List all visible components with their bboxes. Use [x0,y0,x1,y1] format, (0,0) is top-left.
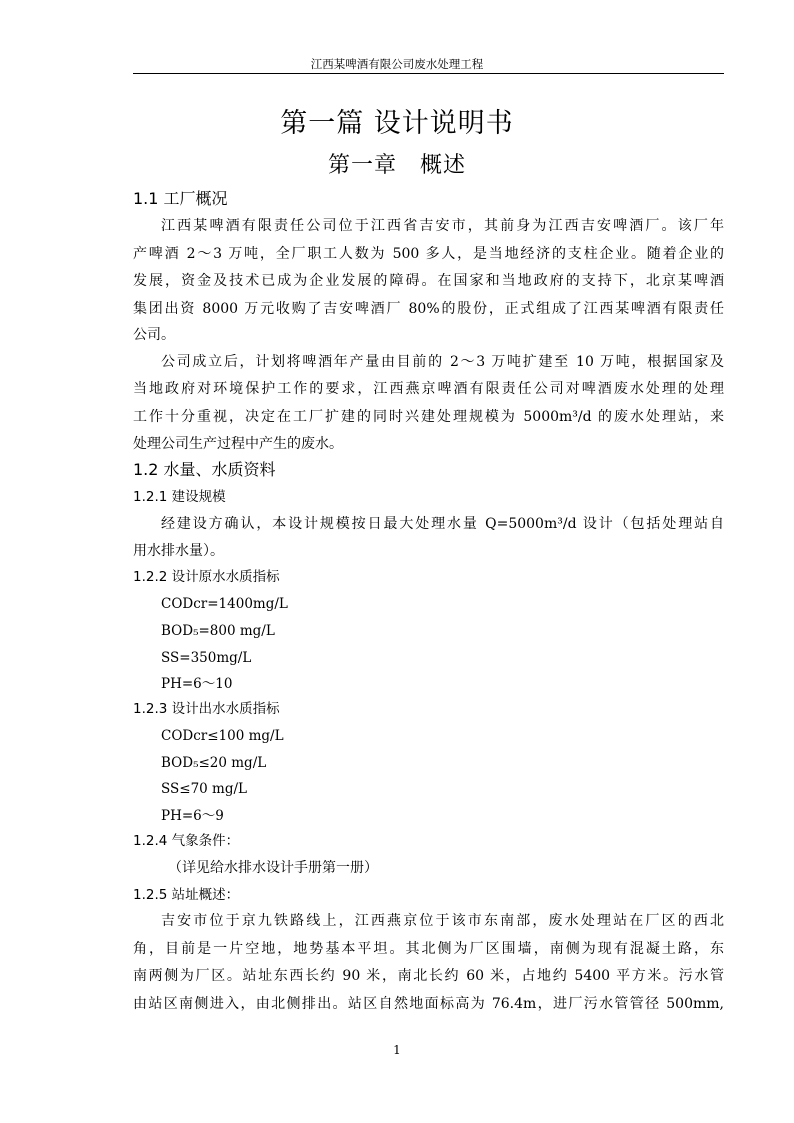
paragraph-line: 产啤酒 2～3 万吨，全厂职工人数为 500 多人，是当地经济的支柱企业。随着企业的 [133,246,724,262]
paragraph-line: 由站区南侧进入，由北侧排出。站区自然地面标高为 76.4m，进厂污水管管径 500mm, [133,996,724,1012]
part-title: 第一篇 设计说明书 [280,108,514,139]
effluent-index-item: BOD₅≤20 mg/L [161,755,267,771]
raw-water-index-item: BOD₅=800 mg/L [161,623,275,639]
paragraph-line: 工作十分重视，决定在工厂扩建的同时兴建处理规模为 5000m³/d 的废水处理站，来 [133,409,724,425]
raw-water-index-item: CODcr=1400mg/L [161,596,288,612]
header-rule [133,73,724,74]
paragraph-line: 江西某啤酒有限责任公司位于江西省吉安市，其前身为江西吉安啤酒厂。该厂年 [161,218,724,234]
effluent-index-item: SS≤70 mg/L [161,781,247,797]
paragraph-line: 用水排水量）。 [133,543,224,559]
paragraph-line: 当地政府对环境保护工作的要求，江西燕京啤酒有限责任公司对啤酒废水处理的处理 [133,381,724,397]
paragraph-line: 角，目前是一片空地，地势基本平坦。其北侧为厂区围墙，南侧为现有混凝土路，东 [133,941,724,957]
paragraph-line: 经建设方确认，本设计规模按日最大处理水量 Q=5000m³/d 设计（包括处理站自 [161,516,724,532]
raw-water-index-item: PH=6～10 [161,676,233,692]
reference-note: （详见给水排水设计手册第一册） [168,860,378,876]
subsection-heading-1-2-3: 1.2.3 设计出水水质指标 [133,701,280,717]
paragraph-line: 公司成立后，计划将啤酒年产量由目前的 2～3 万吨扩建至 10 万吨，根据国家及 [161,354,724,370]
running-header: 江西某啤酒有限公司废水处理工程 [310,57,484,71]
paragraph-line: 集团出资 8000 万元收购了吉安啤酒厂 80%的股份，正式组成了江西某啤酒有限责任 [133,301,724,317]
paragraph-line: 吉安市位于京九铁路线上，江西燕京位于该市东南部，废水处理站在厂区的西北 [161,913,724,929]
subsection-heading-1-2-1: 1.2.1 建设规模 [133,489,226,505]
subsection-heading-1-2-2: 1.2.2 设计原水水质指标 [133,569,280,585]
page-number: 1 [393,1043,401,1057]
raw-water-index-item: SS=350mg/L [161,650,252,666]
chapter-title: 第一章 概述 [327,153,466,178]
paragraph-line: 发展，资金及技术已成为企业发展的障碍。在国家和当地政府的支持下，北京某啤酒 [133,273,724,289]
paragraph-line: 处理公司生产过程中产生的废水。 [133,436,343,452]
paragraph-line: 公司。 [133,327,175,343]
subsection-heading-1-2-5: 1.2.5 站址概述： [133,887,240,903]
subsection-heading-1-2-4: 1.2.4 气象条件： [133,833,240,849]
section-heading-1-1: 1.1 工厂概况 [133,189,228,208]
effluent-index-item: PH=6～9 [161,808,224,824]
effluent-index-item: CODcr≤100 mg/L [161,728,284,744]
section-heading-1-2: 1.2 水量、水质资料 [133,460,276,479]
paragraph-line: 南两侧为厂区。站址东西长约 90 米，南北长约 60 米，占地约 5400 平方米。污水管 [133,968,724,984]
